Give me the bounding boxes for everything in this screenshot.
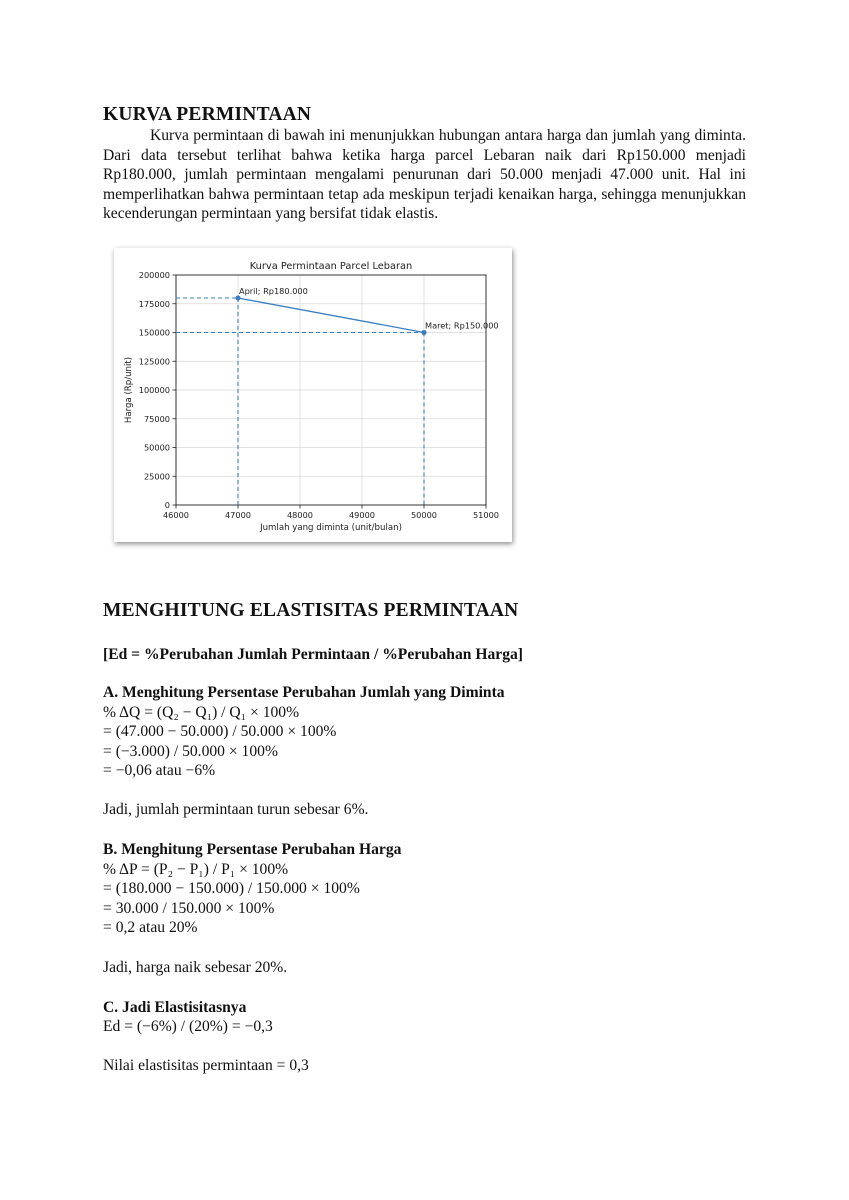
demand-curve-chart [114,248,512,542]
section-heading-elastisitas: MENGHITUNG ELASTISITAS PERMINTAAN [103,600,519,621]
y-tick-label: 100000 [138,385,170,395]
part-c-conclusion: Nilai elastisitas permintaan = 0,3 [103,1057,309,1074]
y-tick-label: 50000 [143,442,170,453]
demand-curve-line [238,298,424,333]
elasticity-formula: [Ed = %Perubahan Jumlah Permintaan / %Perubahan Harga] [103,646,523,663]
y-tick-label: 125000 [138,356,170,367]
part-a-line-2: = (47.000 − 50.000) / 50.000 × 100% [103,723,337,740]
part-a-line-4: = −0,06 atau −6% [103,762,216,779]
intro-paragraph: Kurva permintaan di bawah ini menunjukkan hubungan antara harga dan jumlah yang diminta. Dari data tersebut terlihat bahwa ketika harga parcel Lebaran naik dari Rp150.000 menjadi Rp180.000, jumlah permintaan mengalami penurunan dari 50.000 menjadi 47.000 unit. Hal ini memperlihatkan bahwa permintaan tetap ada meskipun terjadi kenaikan harga, sehingga menunjukkan kecenderungan permintaan yang bersifat tidak elastis. [103,127,746,222]
part-b-conclusion: Jadi, harga naik sebesar 20%. [103,959,288,976]
x-tick-label: 47000 [224,510,252,520]
point-annotation: Maret; Rp150.000 [425,320,499,331]
y-tick-label: 175000 [138,298,170,309]
part-a-line-3: = (−3.000) / 50.000 × 100% [103,743,278,760]
y-tick-label: 150000 [138,327,170,338]
y-axis-label: Harga (Rp/unit) [124,356,134,424]
x-tick-label: 50000 [410,510,438,520]
part-c-line: Ed = (−6%) / (20%) = −0,3 [103,1018,273,1035]
point-annotation: April; Rp180.000 [239,286,308,296]
x-tick-label: 48000 [286,510,314,520]
data-point [421,330,426,335]
x-tick-label: 51000 [472,510,500,520]
part-b-line-3: = 30.000 / 150.000 × 100% [103,900,275,917]
chart-svg [114,248,512,542]
part-a-line-1: % ΔQ = (Q₂ − Q₁) / Q₁ × 100% [103,704,300,721]
part-a-conclusion: Jadi, jumlah permintaan turun sebesar 6%. [103,801,369,818]
part-b-line-4: = 0,2 atau 20% [103,919,198,936]
y-tick-label: 0 [164,500,170,510]
chart-title: Kurva Permintaan Parcel Lebaran [249,261,413,272]
x-tick-label: 49000 [348,510,376,520]
data-point [235,295,240,300]
x-tick-label: 46000 [162,510,190,520]
part-b-line-2: = (180.000 − 150.000) / 150.000 × 100% [103,880,360,897]
part-b-title: B. Menghitung Persentase Perubahan Harga [103,841,402,858]
part-a-title: A. Menghitung Persentase Perubahan Jumlah yang Diminta [103,684,505,701]
part-b-line-1: % ΔP = (P₂ − P₁) / P₁ × 100% [103,861,289,878]
part-c-title: C. Jadi Elastisitasnya [103,999,247,1016]
y-tick-label: 75000 [143,413,170,424]
x-axis-label: Jumlah yang diminta (unit/bulan) [260,523,402,533]
y-tick-label: 200000 [138,270,170,280]
y-tick-label: 25000 [143,471,170,482]
section-heading-kurva: KURVA PERMINTAAN [103,104,312,125]
